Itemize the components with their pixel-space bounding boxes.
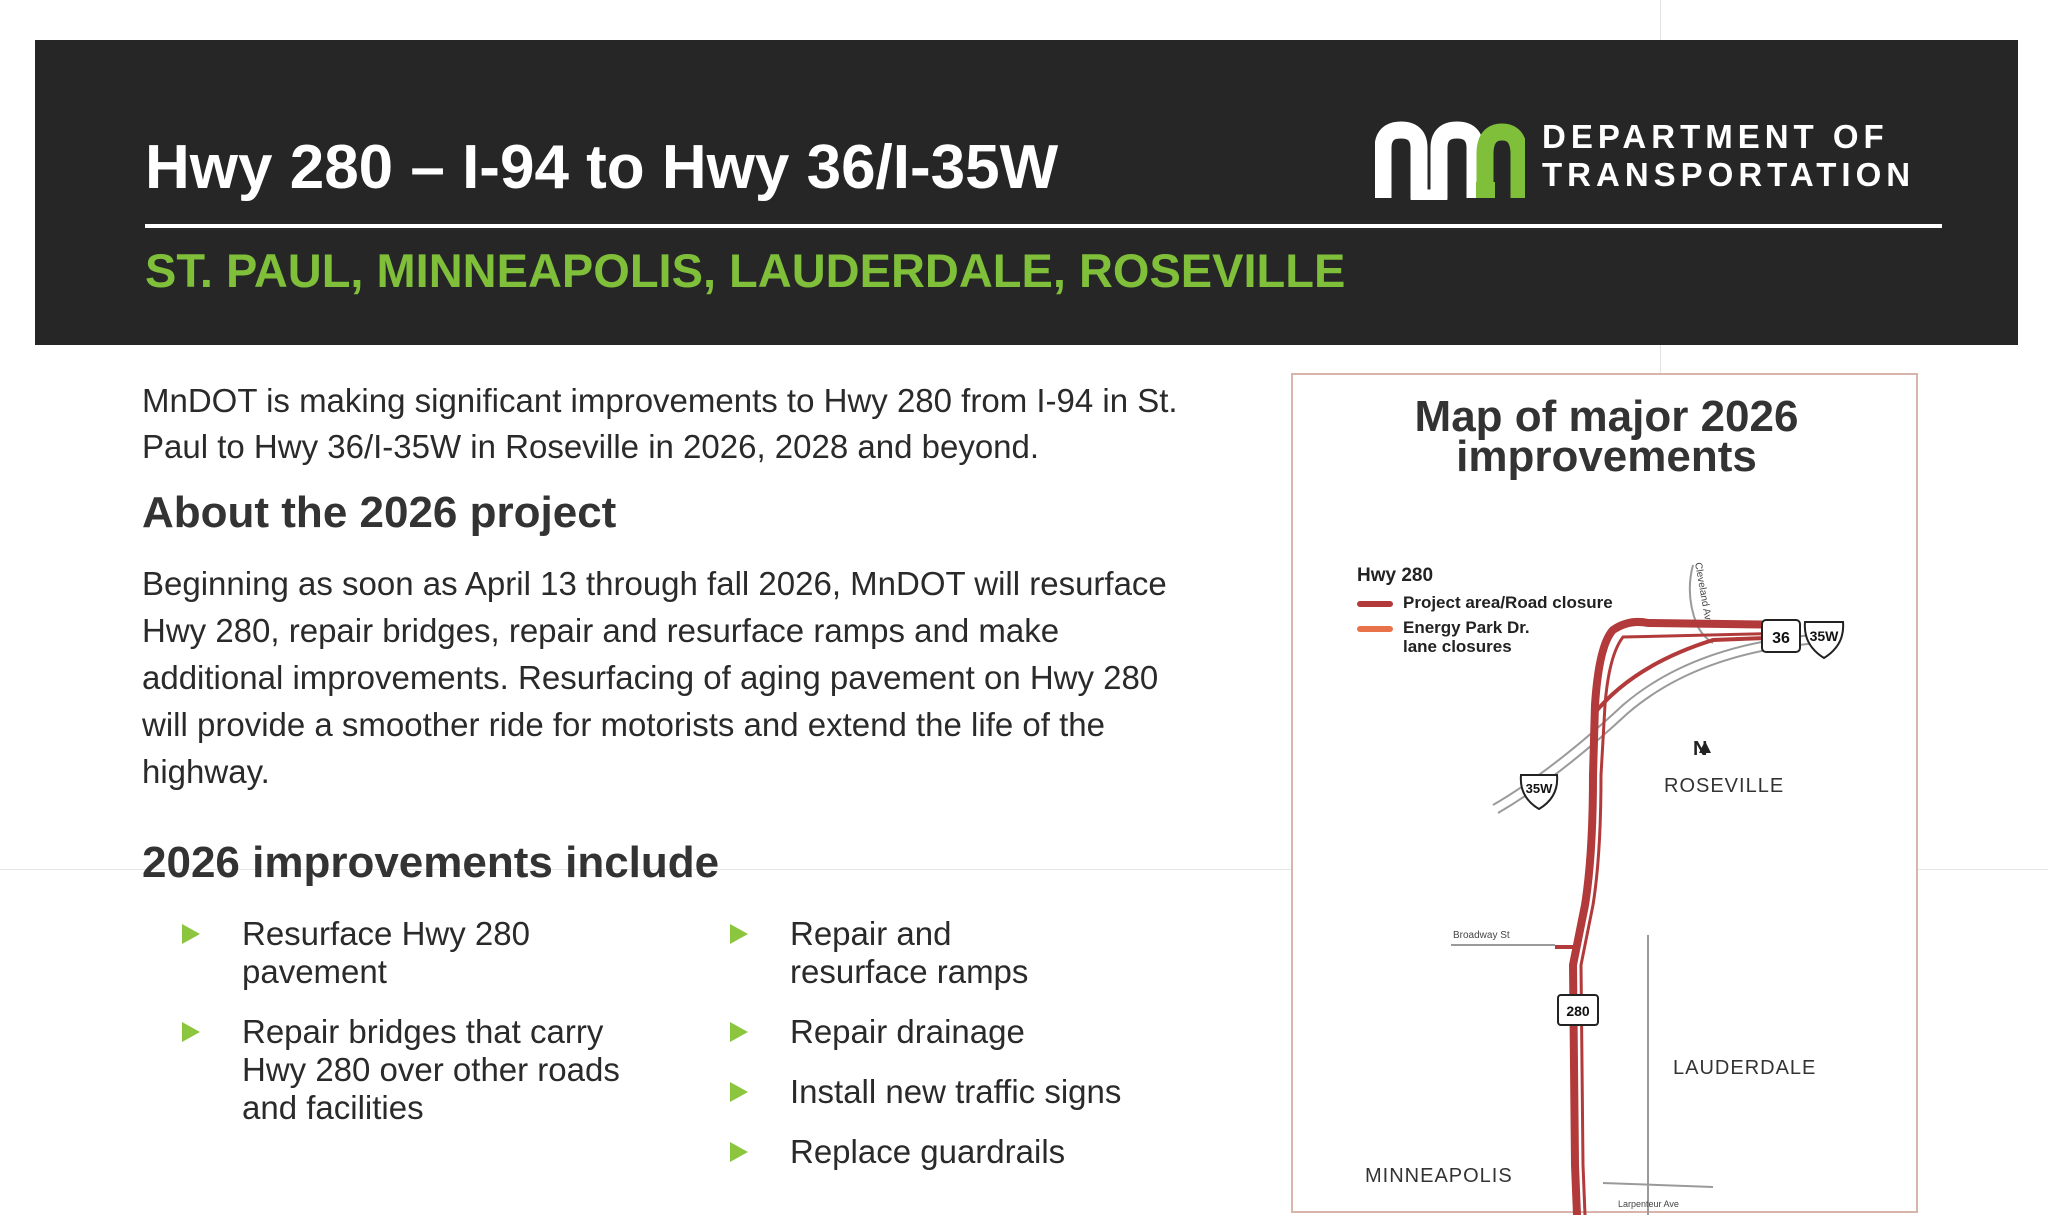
bullet-arrow-icon <box>730 1142 748 1162</box>
legend-title: Hwy 280 <box>1357 565 1434 586</box>
larpenteur-label: Larpenteur Ave <box>1618 1199 1679 1209</box>
minneapolis-label: MINNEAPOLIS <box>1365 1165 1513 1187</box>
list-item: Repair bridges that carry Hwy 280 over other roads and facilities <box>182 1013 662 1127</box>
broadway-label: Broadway St <box>1453 930 1510 941</box>
improvements-list-right <box>730 915 1230 1193</box>
title-divider <box>145 224 1942 228</box>
list-item: Resurface Hwy 280 pavement <box>182 915 662 991</box>
roseville-label: ROSEVILLE <box>1664 775 1785 797</box>
map-title: Map of major 2026 improvements <box>1414 392 1799 481</box>
shield-36-label: 36 <box>1772 630 1790 647</box>
bullet-arrow-icon <box>730 924 748 944</box>
project-map <box>1291 373 1918 1213</box>
shield-280-label: 280 <box>1566 1003 1590 1019</box>
map-graphic <box>1293 375 1920 1215</box>
legend-swatch-icon <box>1357 601 1393 607</box>
bullet-arrow-icon <box>730 1022 748 1042</box>
legend-swatch-icon <box>1357 626 1393 632</box>
shield-35w-label: 35W <box>1809 628 1839 644</box>
improvements-list-left <box>182 915 662 1149</box>
legend-item-project: Project area/Road closure <box>1357 593 1613 612</box>
logo-wordmark <box>1542 118 1915 194</box>
logo-line-2: TRANSPORTATION <box>1542 156 1916 193</box>
cleveland-label: Cleveland Av <box>1692 561 1713 621</box>
mn-logo-icon <box>1375 120 1525 200</box>
intro-paragraph: MnDOT is making significant improvements to Hwy 280 from I-94 in St. Paul to Hwy 36/I-35W in Roseville in 2026, 2028 and beyond. <box>142 382 1178 465</box>
header-banner <box>35 40 2018 345</box>
larpenteur-road <box>1603 1183 1713 1187</box>
north-label: N <box>1693 738 1708 760</box>
shield-35w-left-label: 35W <box>1525 781 1553 796</box>
cities-subtitle: ST. PAUL, MINNEAPOLIS, LAUDERDALE, ROSEVILLE <box>145 244 1346 297</box>
bullet-arrow-icon <box>182 1022 200 1042</box>
bullet-arrow-icon <box>182 924 200 944</box>
mndot-logo <box>1375 110 1975 220</box>
legend-item-lane-closures: Energy Park Dr. lane closures <box>1357 618 1613 656</box>
list-item: Repair drainage <box>730 1013 1230 1051</box>
bullet-arrow-icon <box>730 1082 748 1102</box>
hwy280-project-line-b <box>1581 633 1793 1215</box>
about-heading: About the 2026 project <box>142 488 617 537</box>
improvements-heading: 2026 improvements include <box>142 838 720 887</box>
list-item: Repair and resurface ramps <box>730 915 1090 991</box>
lauderdale-label: LAUDERDALE <box>1673 1057 1817 1079</box>
list-item: Install new traffic signs <box>730 1073 1230 1111</box>
map-legend <box>1357 565 1613 662</box>
list-item: Replace guardrails <box>730 1133 1230 1171</box>
logo-line-1: DEPARTMENT OF <box>1542 118 1889 155</box>
about-paragraph: Beginning as soon as April 13 through fall 2026, MnDOT will resurface Hwy 280, repair bridges, repair and resurface ramps and make additional improvements. Resurfacing of aging pavement on Hwy 280 will provide a smoother ride for motorists and extend the life of the highway. <box>142 565 1167 790</box>
page-title: Hwy 280 – I-94 to Hwy 36/I-35W <box>145 133 1059 202</box>
